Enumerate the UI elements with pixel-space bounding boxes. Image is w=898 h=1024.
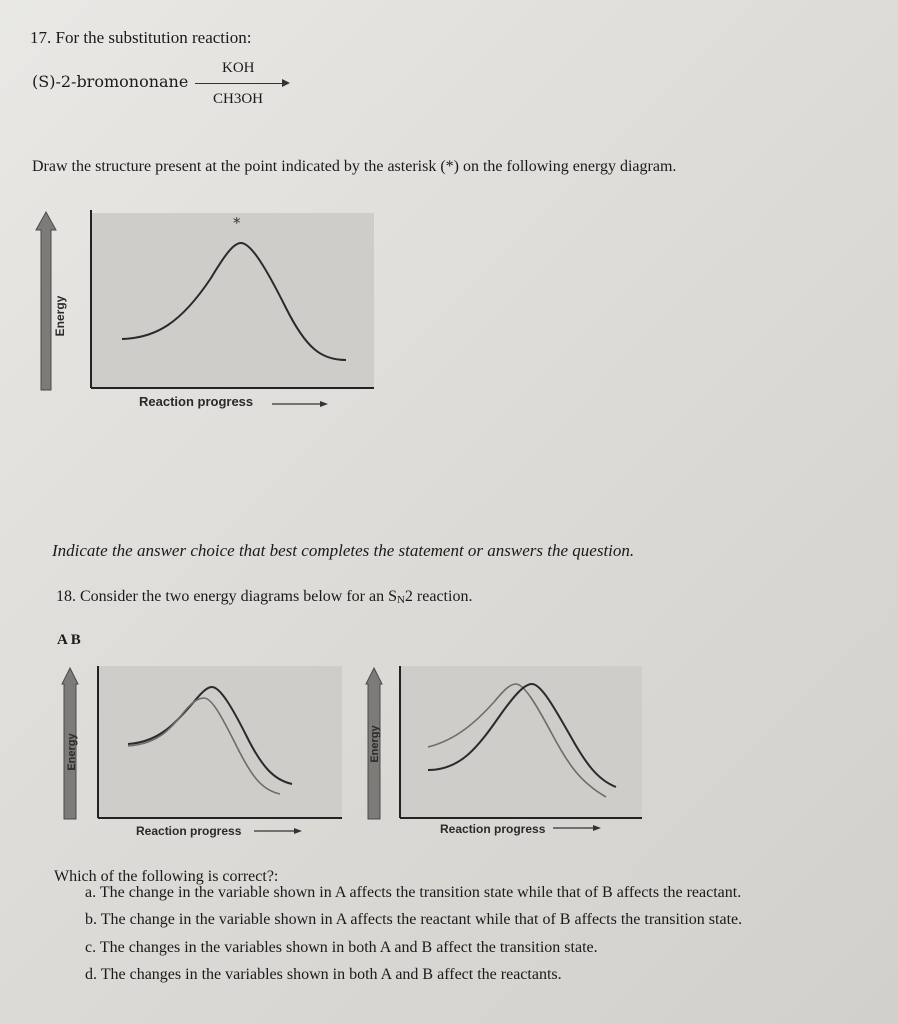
choice-a[interactable]: a. The change in the variable shown in A affects the transition state while that of B affects the reactant.	[85, 884, 742, 901]
energy-diagram-17	[36, 208, 381, 393]
choice-b[interactable]: b. The change in the variable shown in A affects the reactant while that of B affects the transition state.	[85, 911, 743, 928]
reaction-arrow	[195, 83, 283, 84]
question-18-heading: 18. Consider the two energy diagrams below for an SN2 reaction.	[56, 588, 473, 606]
choice-d[interactable]: d. The changes in the variables shown in both A and B affect the reactants.	[85, 966, 562, 983]
question-17-heading: 17. For the substitution reaction:	[30, 28, 252, 47]
reactant-name: (S)-2-bromononane	[32, 72, 189, 91]
diagram-17-x-arrow	[272, 399, 332, 409]
diagram-b-x-arrow	[553, 823, 605, 833]
transition-state-asterisk: *	[233, 214, 241, 232]
section-instruction: Indicate the answer choice that best completes the statement or answers the question.	[52, 541, 635, 560]
diagram-b-y-label: Energy	[369, 725, 381, 763]
diagram-17-x-label: Reaction progress	[139, 394, 254, 409]
ab-label: A B	[57, 632, 81, 648]
diagram-a-x-label: Reaction progress	[136, 824, 242, 838]
diagram-a-x-arrow	[254, 826, 306, 836]
reagent-solvent: CH3OH	[213, 91, 264, 107]
question-17-instruction: Draw the structure present at the point indicated by the asterisk (*) on the following energy diagram.	[32, 158, 677, 175]
diagram-17-y-label: Energy	[53, 295, 67, 337]
plot-background	[91, 213, 374, 388]
diagram-b-x-label: Reaction progress	[440, 822, 546, 836]
reagent-koh: KOH	[222, 60, 255, 76]
question-18-prompt: Which of the following is correct?:	[54, 868, 279, 885]
energy-diagram-a	[62, 662, 344, 822]
plot-background	[98, 666, 342, 818]
diagram-a-y-label: Energy	[66, 733, 78, 771]
energy-diagram-b	[366, 662, 648, 822]
reaction-arrow-head	[282, 79, 290, 87]
choice-c[interactable]: c. The changes in the variables shown in both A and B affect the transition state.	[85, 939, 598, 956]
